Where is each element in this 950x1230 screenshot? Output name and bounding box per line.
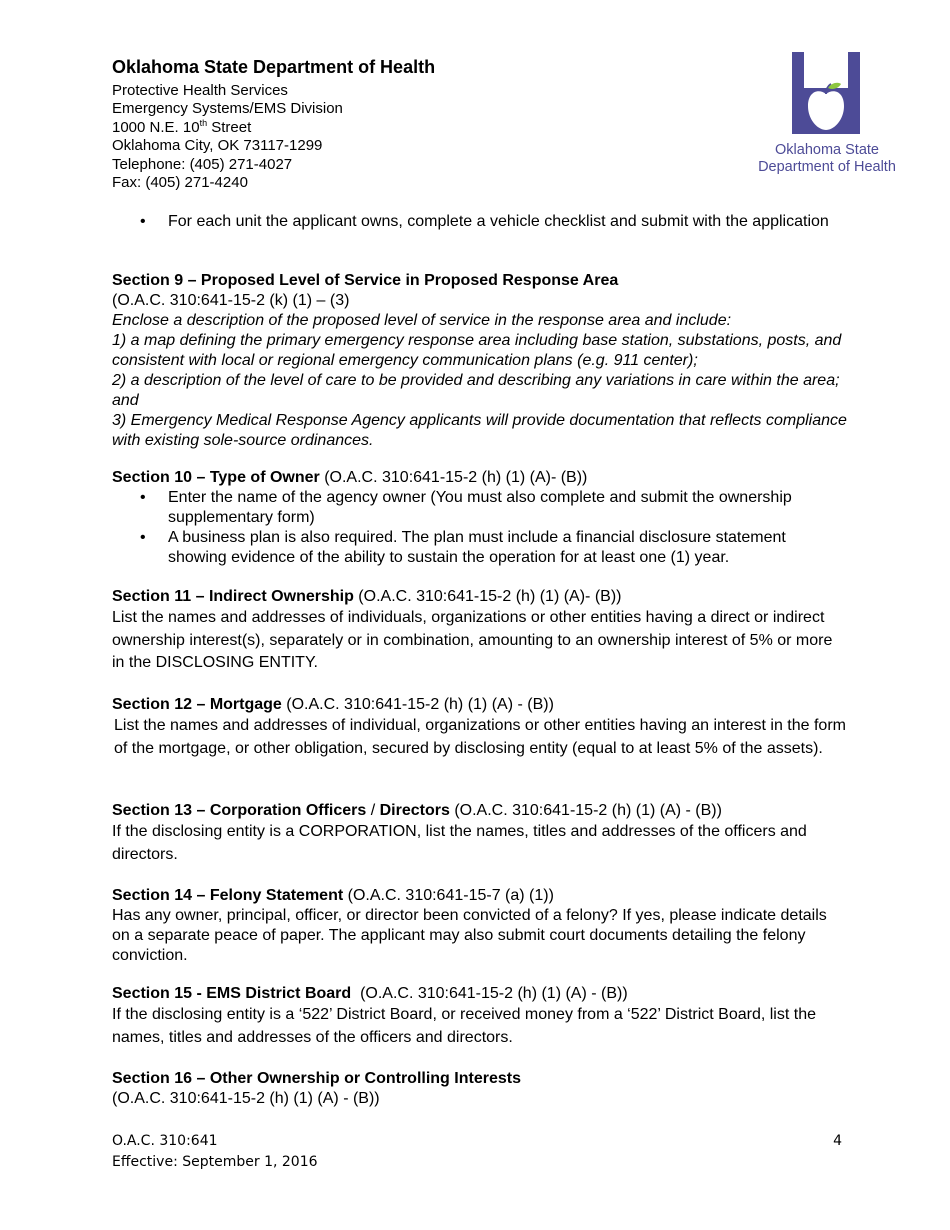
intro-bullet-block — [112, 212, 847, 232]
street-address — [112, 119, 672, 137]
section-11 — [112, 587, 847, 675]
logo-caption-line2: Department of Health — [758, 159, 896, 175]
section-16-citation: (O.A.C. 310:641-15-2 (h) (1) (A) - (B)) — [112, 1090, 380, 1107]
ems-division-line: Emergency Systems/EMS Division — [112, 100, 343, 118]
street-address-sup: th — [199, 117, 208, 128]
section-11-citation: (O.A.C. 310:641-15-2 (h) (1) (A)- (B)) — [353, 588, 622, 605]
bullet-icon: • — [140, 213, 146, 230]
logo-caption — [752, 142, 902, 176]
list-item — [112, 528, 847, 568]
footer-effective-date: Effective: September 1, 2016 — [112, 1154, 318, 1170]
section-14 — [112, 886, 847, 966]
section-13 — [112, 801, 847, 866]
section-10-title: Section 10 – Type of Owner — [112, 469, 320, 486]
section-11-body: List the names and addresses of individuals, organizations or other entities having a direct or indirect ownership interest(s), separately or in combination, amounting to an ownership interest of 5% or more in the DISCLOSING ENTITY. — [112, 609, 833, 671]
section-9-line-2: 2) a description of the level of care to be provided and describing any variations in care within the area; and — [112, 372, 840, 409]
intro-bullet-text: For each unit the applicant owns, complete a vehicle checklist and submit with the application — [168, 213, 829, 230]
section-9-line-0: Enclose a description of the proposed level of service in the response area and include: — [112, 312, 732, 329]
section-10-heading — [112, 468, 847, 488]
street-address-pre: 1000 N.E. 10 — [112, 118, 200, 136]
osdh-logo — [752, 52, 902, 180]
list-item — [112, 488, 847, 528]
section-11-title: Section 11 – Indirect Ownership — [112, 588, 354, 605]
section-16 — [112, 1069, 847, 1109]
section-13-citation: (O.A.C. 310:641-15-2 (h) (1) (A) - (B)) — [449, 802, 722, 819]
org-title: Oklahoma State Department of Health — [112, 57, 436, 77]
section-15-body: If the disclosing entity is a ‘522’ District Board, or received money from a ‘522’ District Board, list the names, titles and addresses of the officers and directors. — [112, 1006, 816, 1046]
section-15-title: Section 15 - EMS District Board — [112, 985, 352, 1002]
section-12-heading — [112, 695, 847, 715]
logo-caption-line1: Oklahoma State — [775, 142, 879, 158]
letterhead — [112, 56, 672, 192]
section-12 — [112, 695, 847, 760]
section-12-body: List the names and addresses of individual, organizations or other entities having an interest in the form of the mortgage, or other obligation, secured by disclosing entity (equal to at least 5% of the assets). — [114, 717, 846, 757]
section-9-citation: (O.A.C. 310:641-15-2 (k) (1) – (3) — [112, 292, 350, 309]
section-12-title: Section 12 – Mortgage — [112, 696, 282, 713]
section-13-title: Section 13 – Corporation Officers — [112, 802, 367, 819]
osdh-logo-icon — [752, 52, 902, 142]
section-13-body: If the disclosing entity is a CORPORATION, list the names, titles and addresses of the officers and directors. — [112, 823, 807, 863]
telephone-line: Telephone: (405) 271-4027 — [112, 155, 293, 173]
section-9-line-1: 1) a map defining the primary emergency response area including base station, substations, posts, and consistent with local or regional emergency communication plans (e.g. 911 center); — [112, 332, 842, 369]
section-13-title-2: Directors — [379, 802, 450, 819]
bullet-icon: • — [140, 489, 146, 506]
list-item — [112, 212, 847, 232]
section-16-title: Section 16 – Other Ownership or Controlling Interests — [112, 1070, 521, 1087]
section-10-bullet-1: A business plan is also required. The plan must include a financial disclosure statement showing evidence of the ability to sustain the operation for at least one (1) year. — [168, 529, 786, 566]
section-14-body: Has any owner, principal, officer, or director been convicted of a felony? If yes, please indicate details on a separate peace of paper. The applicant may also submit court documents detailing the felony conviction. — [112, 907, 827, 964]
section-13-heading — [112, 801, 847, 821]
section-15-citation: (O.A.C. 310:641-15-2 (h) (1) (A) - (B)) — [351, 985, 628, 1002]
section-10 — [112, 468, 847, 568]
section-15-heading — [112, 984, 847, 1004]
street-address-post: Street — [207, 118, 252, 136]
section-12-citation: (O.A.C. 310:641-15-2 (h) (1) (A) - (B)) — [281, 696, 554, 713]
page-footer — [112, 1131, 842, 1173]
section-13-title-sep: / — [366, 802, 380, 819]
section-9 — [112, 271, 847, 451]
section-14-citation: (O.A.C. 310:641-15-7 (a) (1)) — [343, 887, 554, 904]
section-9-title: Section 9 – Proposed Level of Service in Proposed Response Area — [112, 272, 619, 289]
section-11-heading — [112, 587, 847, 607]
division-line: Protective Health Services — [112, 82, 288, 99]
section-15 — [112, 984, 847, 1049]
footer-code: O.A.C. 310:641 — [112, 1133, 218, 1149]
section-10-bullet-0: Enter the name of the agency owner (You must also complete and submit the ownership supplementary form) — [168, 489, 792, 526]
section-9-line-3: 3) Emergency Medical Response Agency applicants will provide documentation that reflects compliance with existing sole-source ordinances. — [112, 412, 847, 449]
section-10-citation: (O.A.C. 310:641-15-2 (h) (1) (A)- (B)) — [319, 469, 588, 486]
section-14-heading — [112, 886, 847, 906]
fax-line: Fax: (405) 271-4240 — [112, 174, 248, 192]
bullet-icon: • — [140, 529, 146, 546]
section-14-title: Section 14 – Felony Statement — [112, 887, 344, 904]
city-line: Oklahoma City, OK 73117-1299 — [112, 137, 323, 155]
page-number: 4 — [833, 1133, 842, 1149]
